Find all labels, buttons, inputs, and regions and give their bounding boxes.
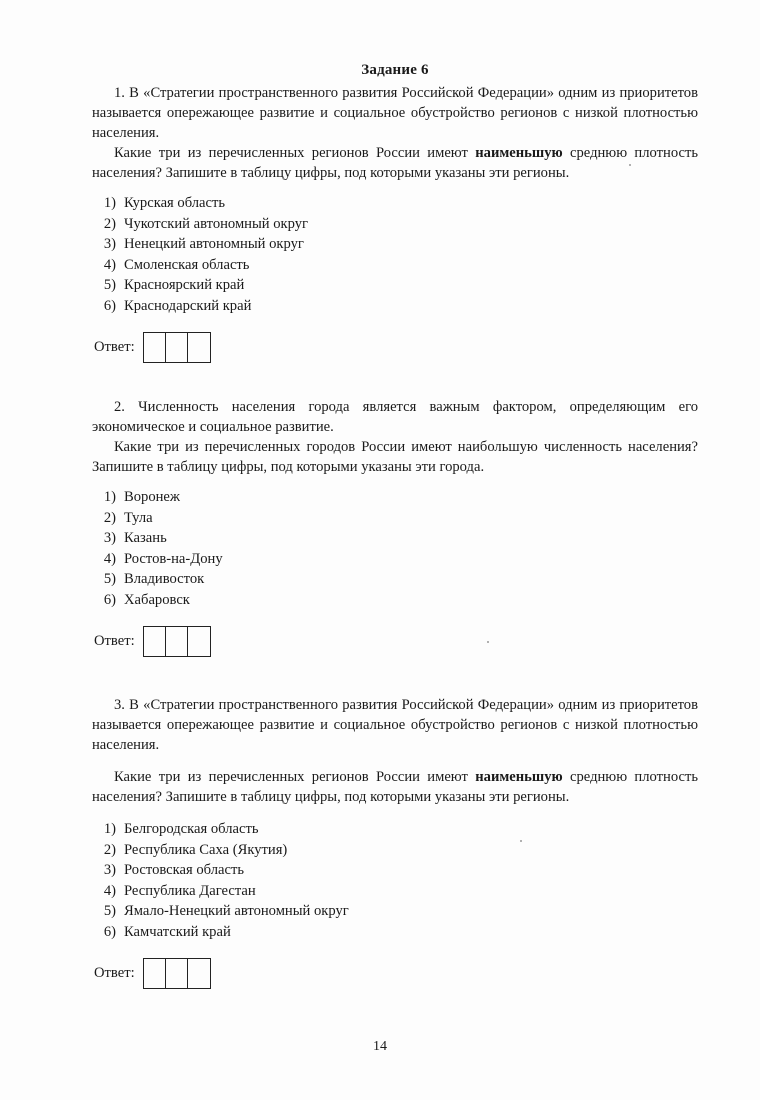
task-2 [92,397,698,657]
answer-cell-2[interactable] [166,333,188,362]
option-text: Республика Дагестан [124,882,256,899]
option-number: 6) [103,297,116,314]
list-item [92,255,698,276]
list-item [92,590,698,611]
task-2-options [92,487,698,610]
option-number: 5) [103,903,116,919]
option-text: Ростовская область [124,862,244,878]
page-number: 14 [373,1039,387,1054]
task-2-question-text: Какие три из перечисленных городов России имеют наибольшую численность населения? Запишите в таблицу цифры, под которыми указаны эти города. [92,439,698,475]
option-number: 1) [103,821,116,837]
answer-box [143,332,211,363]
list-item [92,922,698,943]
option-number: 6) [103,591,116,608]
option-text: Красноярский край [124,277,245,293]
option-text: Камчатский край [124,923,231,940]
option-number: 5) [103,277,116,293]
task-1-options [92,193,698,316]
answer-label: Ответ: [94,633,135,649]
task-3 [92,695,698,989]
answer-cell-1[interactable] [144,333,166,362]
answer-cell-3[interactable] [188,333,210,362]
option-number: 5) [103,571,116,587]
list-item [92,487,698,508]
task-3-options [92,819,698,942]
option-number: 4) [103,882,116,899]
answer-cell-2[interactable] [166,959,188,988]
list-item [92,549,698,570]
task-3-question-emphasis: наименьшую [475,769,563,785]
task-heading: Задание 6 [361,62,429,78]
list-item [92,819,698,840]
task-3-question [92,767,698,807]
answer-box [143,958,211,989]
scan-speck [487,641,489,643]
option-number: 3) [103,862,116,878]
task-1-question-emphasis: наименьшую [475,145,563,161]
answer-cell-2[interactable] [166,627,188,656]
task-1-question-text: Какие три из перечисленных регионов России имеют [114,145,476,161]
list-item [92,528,698,549]
option-number: 2) [103,215,116,232]
option-number: 3) [103,530,116,546]
list-item [92,860,698,881]
task-3-question-text-end: среднюю плотность населения? Запишите в таблицу цифры, под которыми указаны эти регионы. [92,769,698,805]
task-1-intro: 1. В «Стратегии пространственного развития Российской Федерации» одним из приоритетов называется опережающее развитие и социальное обустройство регионов с низкой плотностью населения. [92,85,698,141]
task-1 [92,83,698,363]
task-2-answer [94,626,698,657]
task-3-intro: 3. В «Стратегии пространственного развития Российской Федерации» одним из приоритетов называется опережающее развитие и социальное обустройство регионов с низкой плотностью населения. [92,697,698,753]
list-item [92,193,698,214]
answer-label: Ответ: [94,965,135,981]
option-text: Ненецкий автономный округ [124,236,304,252]
option-text: Республика Саха (Якутия) [124,841,288,858]
page-content [92,62,698,989]
task-1-answer [94,332,698,363]
task-3-question-text: Какие три из перечисленных регионов России имеют [114,769,476,785]
option-text: Воронеж [124,489,180,505]
answer-cell-3[interactable] [188,959,210,988]
list-item [92,214,698,235]
option-text: Краснодарский край [124,297,252,314]
task-1-question [92,143,698,183]
option-text: Белгородская область [124,821,259,837]
scan-speck [520,840,522,842]
option-text: Тула [124,509,153,526]
answer-label: Ответ: [94,339,135,355]
option-text: Ростов-на-Дону [124,550,223,567]
list-item [92,901,698,922]
option-text: Владивосток [124,571,205,587]
answer-cell-1[interactable] [144,959,166,988]
list-item [92,275,698,296]
scan-speck [629,164,631,166]
option-number: 4) [103,550,116,567]
option-text: Хабаровск [124,591,190,608]
list-item [92,881,698,902]
task-1-question-text-end: среднюю плотность населения? Запишите в таблицу цифры, под которыми указаны эти регионы. [92,145,698,181]
list-item [92,840,698,861]
option-text: Чукотский автономный округ [124,215,309,232]
answer-box [143,626,211,657]
task-2-intro: 2. Численность населения города является важным фактором, определяющим его экономическое и социальное развитие. [92,399,698,435]
option-number: 2) [103,841,116,858]
list-item [92,234,698,255]
option-number: 4) [103,256,116,273]
option-number: 6) [103,923,116,940]
list-item [92,296,698,317]
task-3-answer [94,958,698,989]
option-number: 1) [103,489,116,505]
option-number: 1) [103,195,116,211]
option-number: 2) [103,509,116,526]
option-text: Курская область [124,195,226,211]
option-text: Ямало-Ненецкий автономный округ [124,903,349,919]
answer-cell-3[interactable] [188,627,210,656]
list-item [92,508,698,529]
list-item [92,569,698,590]
task-2-question [92,437,698,477]
option-number: 3) [103,236,116,252]
answer-cell-1[interactable] [144,627,166,656]
option-text: Казань [124,530,167,546]
option-text: Смоленская область [124,256,250,273]
